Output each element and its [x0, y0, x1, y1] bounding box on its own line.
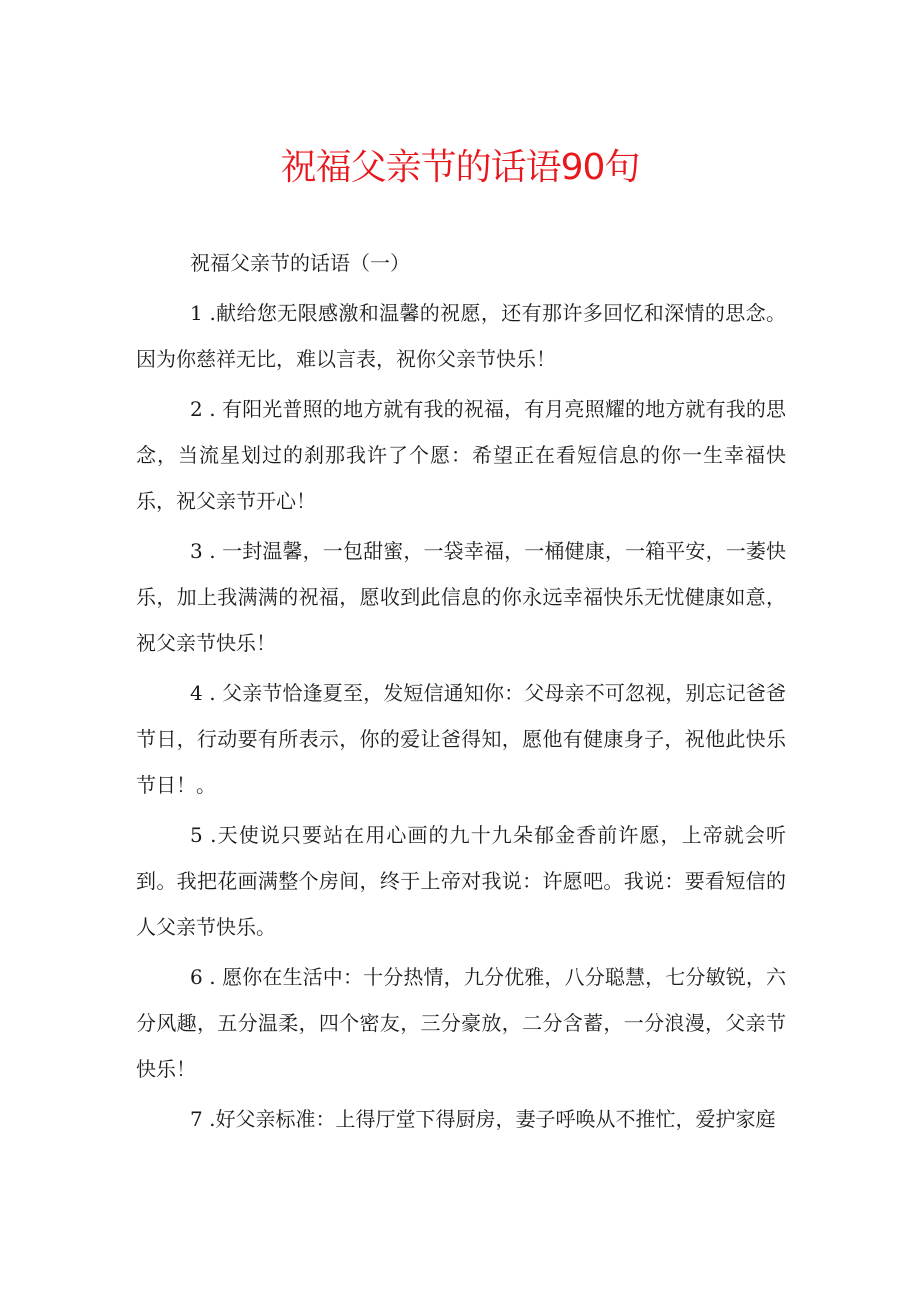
page-title: 祝福父亲节的话语90句 [280, 147, 640, 188]
list-item: 3 . 一封温馨，一包甜蜜，一袋幸福，一桶健康，一箱平安，一萎快乐，加上我满满的祝福，愿收到此信息的你永远幸福快乐无忧健康如意，祝父亲节快乐！ [136, 539, 786, 655]
list-item: 1 .献给您无限感激和温馨的祝愿，还有那许多回忆和深情的思念。因为你慈祥无比，难以言表，祝你父亲节快乐！ [136, 301, 786, 371]
list-item: 6 . 愿你在生活中：十分热情，九分优雅，八分聪慧，七分敏锐，六分风趣，五分温柔，四个密友，三分豪放，二分含蓄，一分浪漫，父亲节快乐！ [136, 965, 786, 1081]
list-item: 4 . 父亲节恰逢夏至，发短信通知你：父母亲不可忽视，别忘记爸爸节日，行动要有所表示，你的爱让爸得知，愿他有健康身子，祝他此快乐节日！。 [136, 681, 786, 797]
document-body [136, 240, 786, 1146]
list-item: 5 .天使说只要站在用心画的九十九朵郁金香前许愿，上帝就会听到。我把花画满整个房间，终于上帝对我说：许愿吧。我说：要看短信的人父亲节快乐。 [136, 823, 786, 939]
list-item: 7 .好父亲标准：上得厅堂下得厨房，妻子呼唤从不推忙，爱护家庭 [190, 1107, 776, 1131]
list-item: 2 . 有阳光普照的地方就有我的祝福，有月亮照耀的地方就有我的思念，当流星划过的刹那我许了个愿：希望正在看短信息的你一生幸福快乐，祝父亲节开心！ [136, 397, 786, 513]
section-heading: 祝福父亲节的话语（一） [190, 251, 410, 275]
